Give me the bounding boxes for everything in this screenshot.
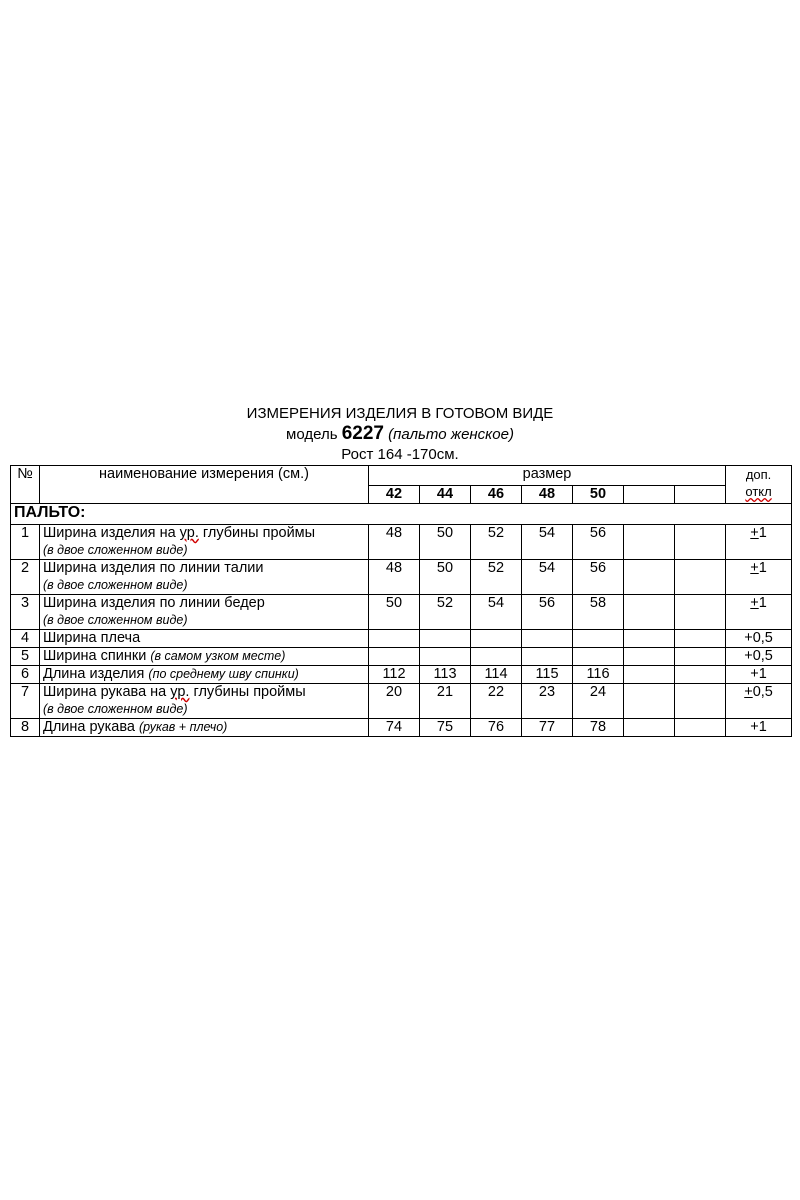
model-line [0, 424, 800, 445]
col-num-header: № [11, 466, 40, 504]
measurement-note: (по среднему шву спинки) [148, 667, 299, 681]
value-cell [624, 525, 675, 560]
value-cell [675, 630, 726, 648]
table-row [11, 666, 792, 684]
value-cell [573, 630, 624, 648]
value-cell: 22 [471, 684, 522, 719]
value-cell: 78 [573, 719, 624, 737]
tolerance-cell: +1 [726, 595, 792, 630]
value-cell: 20 [369, 684, 420, 719]
table-row [11, 719, 792, 737]
value-cell: 21 [420, 684, 471, 719]
value-cell [471, 630, 522, 648]
value-cell: 112 [369, 666, 420, 684]
row-number: 6 [11, 666, 40, 684]
size-header: 48 [522, 486, 573, 504]
tolerance-cell: +1 [726, 666, 792, 684]
value-cell [624, 560, 675, 595]
tolerance-cell: +1 [726, 719, 792, 737]
value-cell: 77 [522, 719, 573, 737]
size-header: 46 [471, 486, 522, 504]
size-header: 44 [420, 486, 471, 504]
value-cell: 115 [522, 666, 573, 684]
value-cell: 50 [420, 560, 471, 595]
measurement-name: Ширина изделия по линии талии (в двое сложенном виде) [40, 560, 369, 595]
row-number: 2 [11, 560, 40, 595]
measurements-table [10, 465, 792, 737]
row-number: 7 [11, 684, 40, 719]
size-header [675, 486, 726, 504]
value-cell [573, 648, 624, 666]
value-cell [675, 684, 726, 719]
value-cell: 48 [369, 560, 420, 595]
measurement-name: Ширина изделия по линии бедер (в двое сложенном виде) [40, 595, 369, 630]
value-cell [522, 630, 573, 648]
measurement-name: Длина изделия (по среднему шву спинки) [40, 666, 369, 684]
value-cell [471, 648, 522, 666]
section-title: ПАЛЬТО: [11, 504, 792, 525]
value-cell [675, 595, 726, 630]
value-cell: 74 [369, 719, 420, 737]
value-cell: 52 [420, 595, 471, 630]
measurement-name: Ширина изделия на ур. глубины проймы (в двое сложенном виде) [40, 525, 369, 560]
col-tol-header: доп. откл [726, 466, 792, 504]
measurement-name: Длина рукава (рукав + плечо) [40, 719, 369, 737]
measurement-name: Ширина плеча [40, 630, 369, 648]
size-header [624, 486, 675, 504]
measurement-note: (в двое сложенном виде) [43, 578, 188, 592]
value-cell: 23 [522, 684, 573, 719]
tolerance-cell: +0,5 [726, 630, 792, 648]
value-cell: 52 [471, 525, 522, 560]
value-cell: 114 [471, 666, 522, 684]
value-cell [369, 630, 420, 648]
value-cell [624, 648, 675, 666]
value-cell [522, 648, 573, 666]
row-number: 5 [11, 648, 40, 666]
row-number: 3 [11, 595, 40, 630]
value-cell [624, 630, 675, 648]
document-title: ИЗМЕРЕНИЯ ИЗДЕЛИЯ В ГОТОВОМ ВИДЕ [246, 405, 554, 422]
value-cell: 24 [573, 684, 624, 719]
section-row [11, 504, 792, 525]
tolerance-cell: +1 [726, 525, 792, 560]
height-line: Рост 164 -170см. [341, 446, 459, 463]
value-cell: 50 [420, 525, 471, 560]
table-row [11, 684, 792, 719]
value-cell [624, 666, 675, 684]
tolerance-cell: +0,5 [726, 648, 792, 666]
table-row [11, 630, 792, 648]
value-cell [675, 648, 726, 666]
value-cell [675, 525, 726, 560]
col-name-header: наименование измерения (см.) [40, 466, 369, 504]
value-cell [675, 666, 726, 684]
value-cell: 54 [471, 595, 522, 630]
table-row [11, 648, 792, 666]
value-cell [624, 719, 675, 737]
model-prefix: модель [286, 426, 338, 443]
model-note: (пальто женское) [388, 426, 514, 443]
value-cell [420, 630, 471, 648]
row-number: 1 [11, 525, 40, 560]
value-cell [420, 648, 471, 666]
value-cell: 56 [573, 525, 624, 560]
value-cell: 113 [420, 666, 471, 684]
model-number: 6227 [341, 423, 384, 444]
value-cell [675, 560, 726, 595]
measurement-note: (рукав + плечо) [139, 720, 228, 734]
measurement-note: (в самом узком месте) [150, 649, 286, 663]
value-cell [624, 684, 675, 719]
value-cell [675, 719, 726, 737]
table-row [11, 560, 792, 595]
measurement-name: Ширина спинки (в самом узком месте) [40, 648, 369, 666]
value-cell: 56 [573, 560, 624, 595]
value-cell: 76 [471, 719, 522, 737]
value-cell [369, 648, 420, 666]
table-row [11, 525, 792, 560]
table-header-row [11, 466, 792, 486]
measurement-note: (в двое сложенном виде) [43, 543, 188, 557]
value-cell: 58 [573, 595, 624, 630]
value-cell: 56 [522, 595, 573, 630]
row-number: 8 [11, 719, 40, 737]
measurement-name: Ширина рукава на ур. глубины проймы (в двое сложенном виде) [40, 684, 369, 719]
value-cell: 54 [522, 525, 573, 560]
tolerance-cell: +1 [726, 560, 792, 595]
value-cell: 75 [420, 719, 471, 737]
row-number: 4 [11, 630, 40, 648]
table-row [11, 595, 792, 630]
measurement-note: (в двое сложенном виде) [43, 613, 188, 627]
size-header: 42 [369, 486, 420, 504]
measurement-note: (в двое сложенном виде) [43, 702, 188, 716]
value-cell: 50 [369, 595, 420, 630]
size-header: 50 [573, 486, 624, 504]
tolerance-cell: +0,5 [726, 684, 792, 719]
value-cell [624, 595, 675, 630]
document-header [0, 404, 800, 465]
col-size-header: размер [369, 466, 726, 486]
value-cell: 116 [573, 666, 624, 684]
value-cell: 52 [471, 560, 522, 595]
value-cell: 48 [369, 525, 420, 560]
value-cell: 54 [522, 560, 573, 595]
